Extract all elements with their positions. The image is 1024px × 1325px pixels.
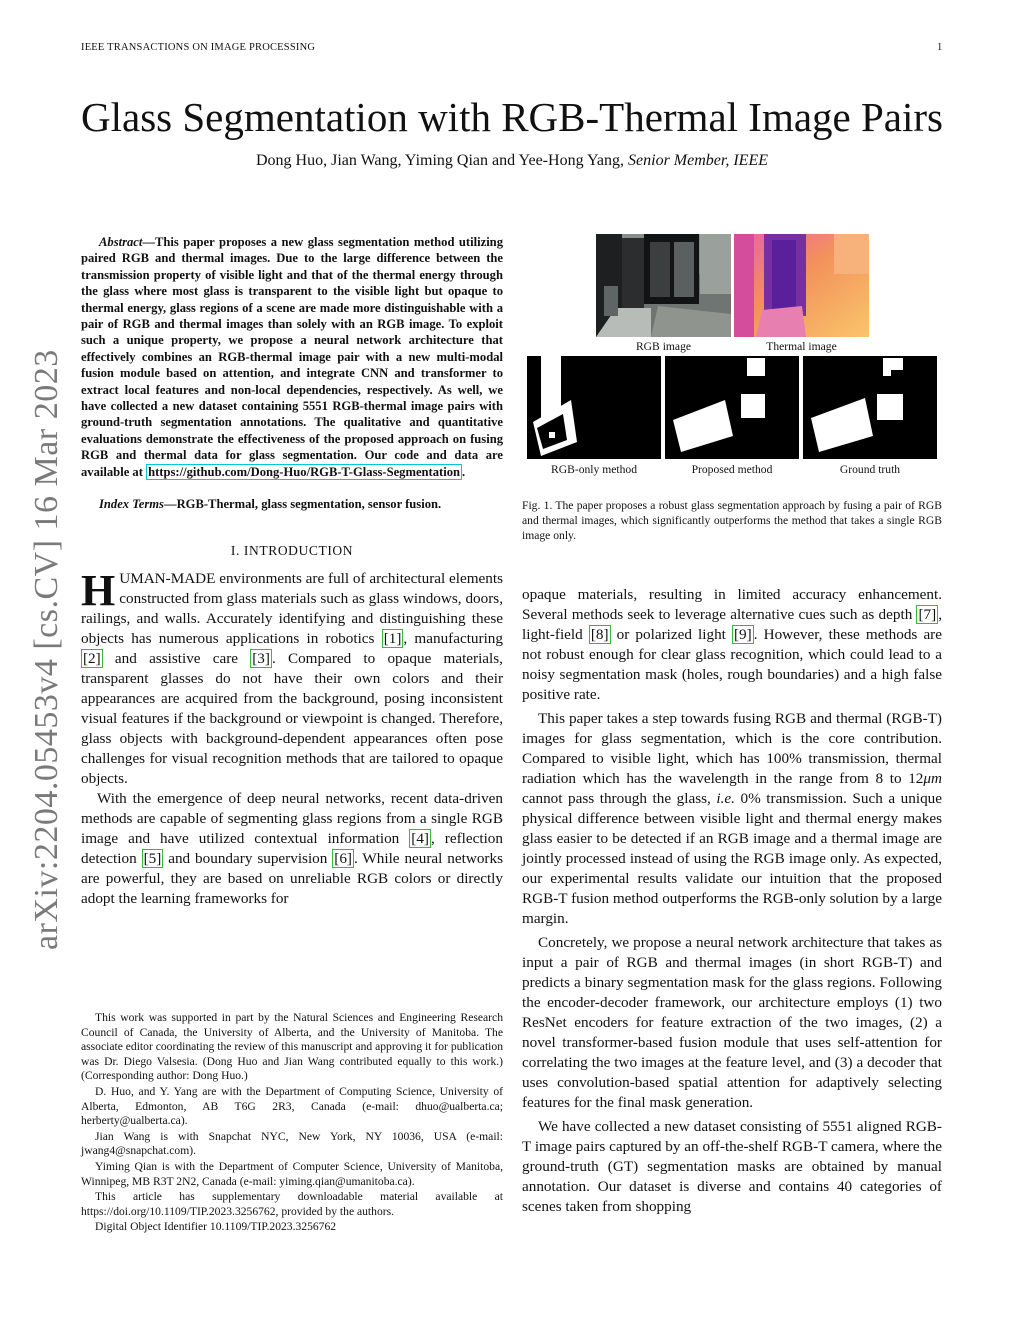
intro-paragraph-5: Concretely, we propose a neural network architecture that takes as input a pair of RGB and thermal images (in short RGB-T) and predicts a binary segmentation mask for the glass regions. Following the encoder-decoder framework, our architecture employs (1) two ResNet encoders for feature extraction of the two images, (2) a novel transformer-based fusion module that uses self-attention for correlating the two images at the feature level, and (3) a decoder that uses convolution-based spatial attention for adaptively selecting features for the final mask generation. [522,934,942,1111]
text-run: . While neural networks are powerful, they are based on unreliable RGB colors or directly adopt the learning frameworks for [81,849,503,907]
arxiv-identifier: arXiv:2204.05453v4 [cs.CV] 16 Mar 2023 [28,349,65,950]
code-link[interactable]: https://github.com/Dong-Huo/RGB-T-Glass-Segmentation [148,464,461,479]
text-run: . Compared to opaque materials, transparent glasses do not have their own colors and their appearances are acquired from the background, posing inconsistent visual features if the background or viewpoint is changed. Therefore, glass objects with background-dependent appearances often pose challenges for visual recognition methods that are tailored to opaque objects. [81,649,503,787]
figure-label-proposed: Proposed method [691,463,773,476]
figure-label-ground-truth: Ground truth [839,463,901,476]
footnote: This article has supplementary downloadable material available at https://doi.org/10.1109/TIP.2023.3256762, provided by the authors. [81,1190,503,1218]
text-run: , light-field [522,606,942,643]
text-run: , manufacturing [403,629,503,647]
index-terms-label: Index Terms [99,497,164,512]
left-column [81,234,503,909]
section-heading-introduction: I. INTRODUCTION [230,542,354,558]
text-run: and assistive care [102,649,251,667]
abstract [81,234,503,480]
author-names: Dong Huo, Jian Wang, Yiming Qian and Yee-Hong Yang, [255,152,625,169]
text-run: This paper takes a step towards fusing RGB and thermal (RGB-T) images for glass segmentation, which is the core contribution. Compared to visible light, which has 100% transmission, thermal radiation which has the wavelength in the range from 8 to 12 [522,710,942,787]
text-run: or polarized light [610,626,732,643]
figure-label-rgb-only: RGB-only method [551,463,637,476]
citation-link[interactable]: [7] [918,606,937,623]
text-run: cannot pass through the glass, [522,790,717,807]
index-terms-text: RGB-Thermal, glass segmentation, sensor fusion. [176,497,442,512]
rgb-only-mask [527,356,661,459]
thermal-image [734,234,869,337]
paper-title: Glass Segmentation with RGB-Thermal Image Pairs [81,94,943,140]
text-run: and boundary supervision [163,849,333,867]
citation-link[interactable]: [8] [590,626,609,643]
rgb-image [596,234,731,337]
footnote: Jian Wang is with Snapchat NYC, New York, NY 10036, USA (e-mail: jwang4@snapchat.com). [81,1129,503,1158]
text-run: opaque materials, resulting in limited accuracy enhancement. Several methods seek to leverage alternative cues such as depth [522,586,942,623]
citation-link[interactable]: [5] [143,849,162,867]
footnote: This work was supported in part by the Natural Sciences and Engineering Research Council of Canada, the University of Alberta, and the University of Manitoba. The associate editor coordinating the review of this manuscript and approving it for publication was Dr. Diego Valsesia. (Dong Huo and Jian Wang contributed equally to this work.) (Corresponding author: Dong Huo.) [81,1011,503,1083]
author-membership: Senior Member, IEEE [628,152,768,169]
abstract-dash: — [142,235,155,249]
index-terms [81,496,503,512]
proposed-mask [665,356,799,459]
right-column-text [522,585,942,1217]
abstract-text: This paper proposes a new glass segmentation method utilizing paired RGB and thermal images. Due to the large difference between the transmission property of visible light and that of the thermal energy through the glass where most glass is transparent to the visible light but opaque to thermal energy, glass regions of a scene are made more distinguishable with a pair of RGB and thermal images than solely with an RGB image. To exploit such a unique property, we propose a neural network architecture that effectively combines an RGB-thermal image pair with a new multi-modal fusion module based on attention, and integrate CNN and transformer to extract local features and non-local dependencies, respectively. As well, we have collected a new dataset containing 5551 RGB-thermal image pairs with ground-truth segmentation annotations. The qualitative and quantitative evaluations demonstrate the effectiveness of the proposed approach on fusing RGB and thermal data for glass segmentation. Our code and data are available at [81,235,503,479]
footnote: Yiming Qian is with the Department of Computer Science, University of Manitoba, Winnipeg, MB R3T 2N2, Canada (e-mail: yiming.qian@umanitoba.ca). [81,1159,503,1188]
citation-link[interactable]: [6] [334,849,352,867]
text-run: , reflection detection [81,829,503,867]
footnote: D. Huo, and Y. Yang are with the Department of Computing Science, University of Alberta, Edmonton, AB T6G 2R3, Canada (e-mail: dhuo@ualberta.ca; herberty@ualberta.ca). [81,1084,503,1128]
footnote: Digital Object Identifier 10.1109/TIP.2023.3256762 [95,1220,337,1234]
intro-paragraph-1 [81,565,504,789]
ie-text: i.e. [716,790,735,807]
right-column [522,234,942,1217]
page-number: 1 [937,42,943,53]
text-run: 0% transmission. Such a unique physical difference between visible light and thermal energy makes glass easier to be detected if an RGB image and a thermal image are jointly processed instead of using the RGB image only. As expected, our experimental results validate our intuition that the proposed RGB-T fusion method outperforms the RGB-only solution by a large margin. [522,790,943,927]
author-list [0,152,1024,170]
intro-paragraph-3 [522,585,942,705]
figure-label-thermal: Thermal image [766,340,837,353]
citation-link[interactable]: [1] [383,629,402,647]
citation-link[interactable]: [4] [411,829,429,847]
drop-cap: H [81,565,116,615]
footnotes [81,1011,503,1236]
text-run: . However, these methods are not robust enough for clear glass recognition, which could lead to a noisy segmentation mask (holes, rough boundaries) and a high false positive rate. [522,626,942,703]
intro-paragraph-2 [81,789,503,909]
abstract-label: Abstract [99,235,143,249]
intro-paragraph-4 [522,709,942,929]
figure-caption: Fig. 1. The paper proposes a robust glass segmentation approach by fusing a pair of RGB and thermal images, which significantly outperforms the method that takes a single RGB image only. [522,499,942,542]
abstract-end: . [462,464,466,479]
text-run: With the emergence of deep neural networks, recent data-driven methods are capable of segmenting glass regions from a single RGB image and have utilized contextual information [81,789,503,847]
citation-link[interactable]: [2] [83,649,101,667]
unit-text: μm [923,770,942,787]
intro-paragraph-6: We have collected a new dataset consisting of 5551 aligned RGB-T image pairs captured by an off-the-shelf RGB-T camera, where the ground-truth (GT) segmentation masks are obtained by manual annotation. Our dataset is diverse and contains 40 categories of scenes taken from shopping [522,1118,942,1215]
citation-link[interactable]: [9] [733,626,752,643]
citation-link[interactable]: [3] [252,649,270,667]
figure-1 [522,234,942,492]
figure-label-rgb: RGB image [635,340,692,353]
text-run: UMAN-MADE environments are full of architectural elements constructed from glass materials such as glass windows, doors, railings, and walls. Accurately identifying and distinguishing these objects has numerous applications in robotics [81,569,504,647]
running-header: IEEE TRANSACTIONS ON IMAGE PROCESSING [81,42,316,53]
ground-truth-mask [803,356,937,459]
index-terms-dash: — [163,497,177,512]
